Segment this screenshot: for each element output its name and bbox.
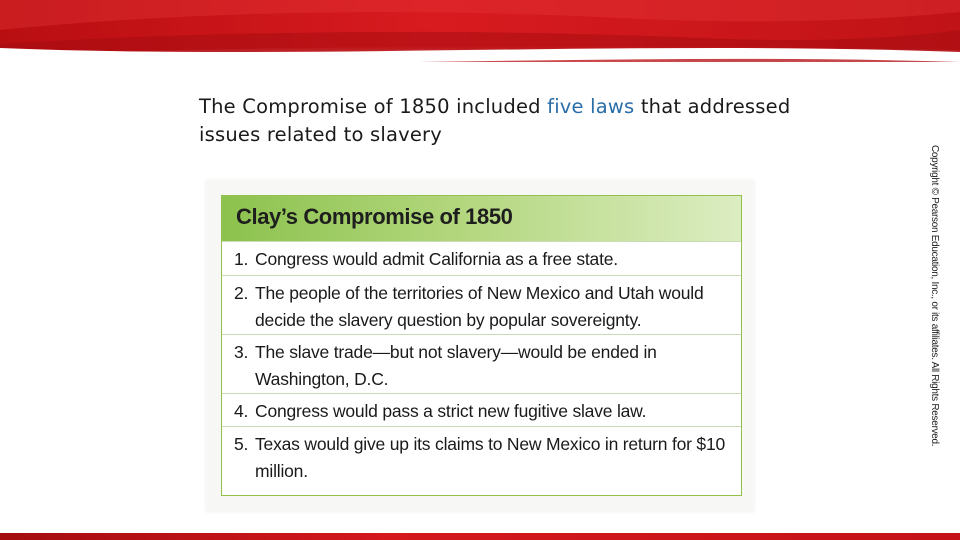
table-row bbox=[222, 393, 741, 426]
row-text: Congress would pass a strict new fugitive slave law. bbox=[255, 401, 647, 421]
table-row bbox=[222, 241, 741, 275]
row-text: Congress would admit California as a free state. bbox=[255, 249, 618, 269]
headline-after: that addressed issues related to slavery bbox=[199, 95, 791, 146]
row-text: The people of the territories of New Mexico and Utah would decide the slavery question by popular sovereignty. bbox=[255, 283, 704, 330]
row-number: 1. bbox=[234, 249, 249, 269]
row-text: The slave trade—but not slavery—would be ended in Washington, D.C. bbox=[255, 342, 657, 389]
headline-before: The Compromise of 1850 included bbox=[199, 95, 548, 118]
banner-graphic bbox=[0, 0, 960, 62]
row-number: 3. bbox=[234, 342, 249, 362]
table-row bbox=[222, 275, 741, 334]
footer-bar bbox=[0, 533, 960, 540]
row-number: 4. bbox=[234, 401, 249, 421]
table-row bbox=[222, 426, 741, 495]
header-banner bbox=[0, 0, 960, 62]
copyright-notice: Copyright © Pearson Education, Inc., or its affiliates. All Rights Reserved. bbox=[929, 145, 940, 447]
row-number: 5. bbox=[234, 434, 249, 454]
table-row bbox=[222, 334, 741, 393]
row-number: 2. bbox=[234, 283, 249, 303]
headline-highlight: five laws bbox=[547, 95, 635, 118]
row-text: Texas would give up its claims to New Mexico in return for $10 million. bbox=[255, 434, 726, 481]
compromise-table bbox=[221, 195, 742, 496]
headline-text bbox=[199, 93, 799, 149]
table-title: Clay’s Compromise of 1850 bbox=[222, 196, 741, 241]
